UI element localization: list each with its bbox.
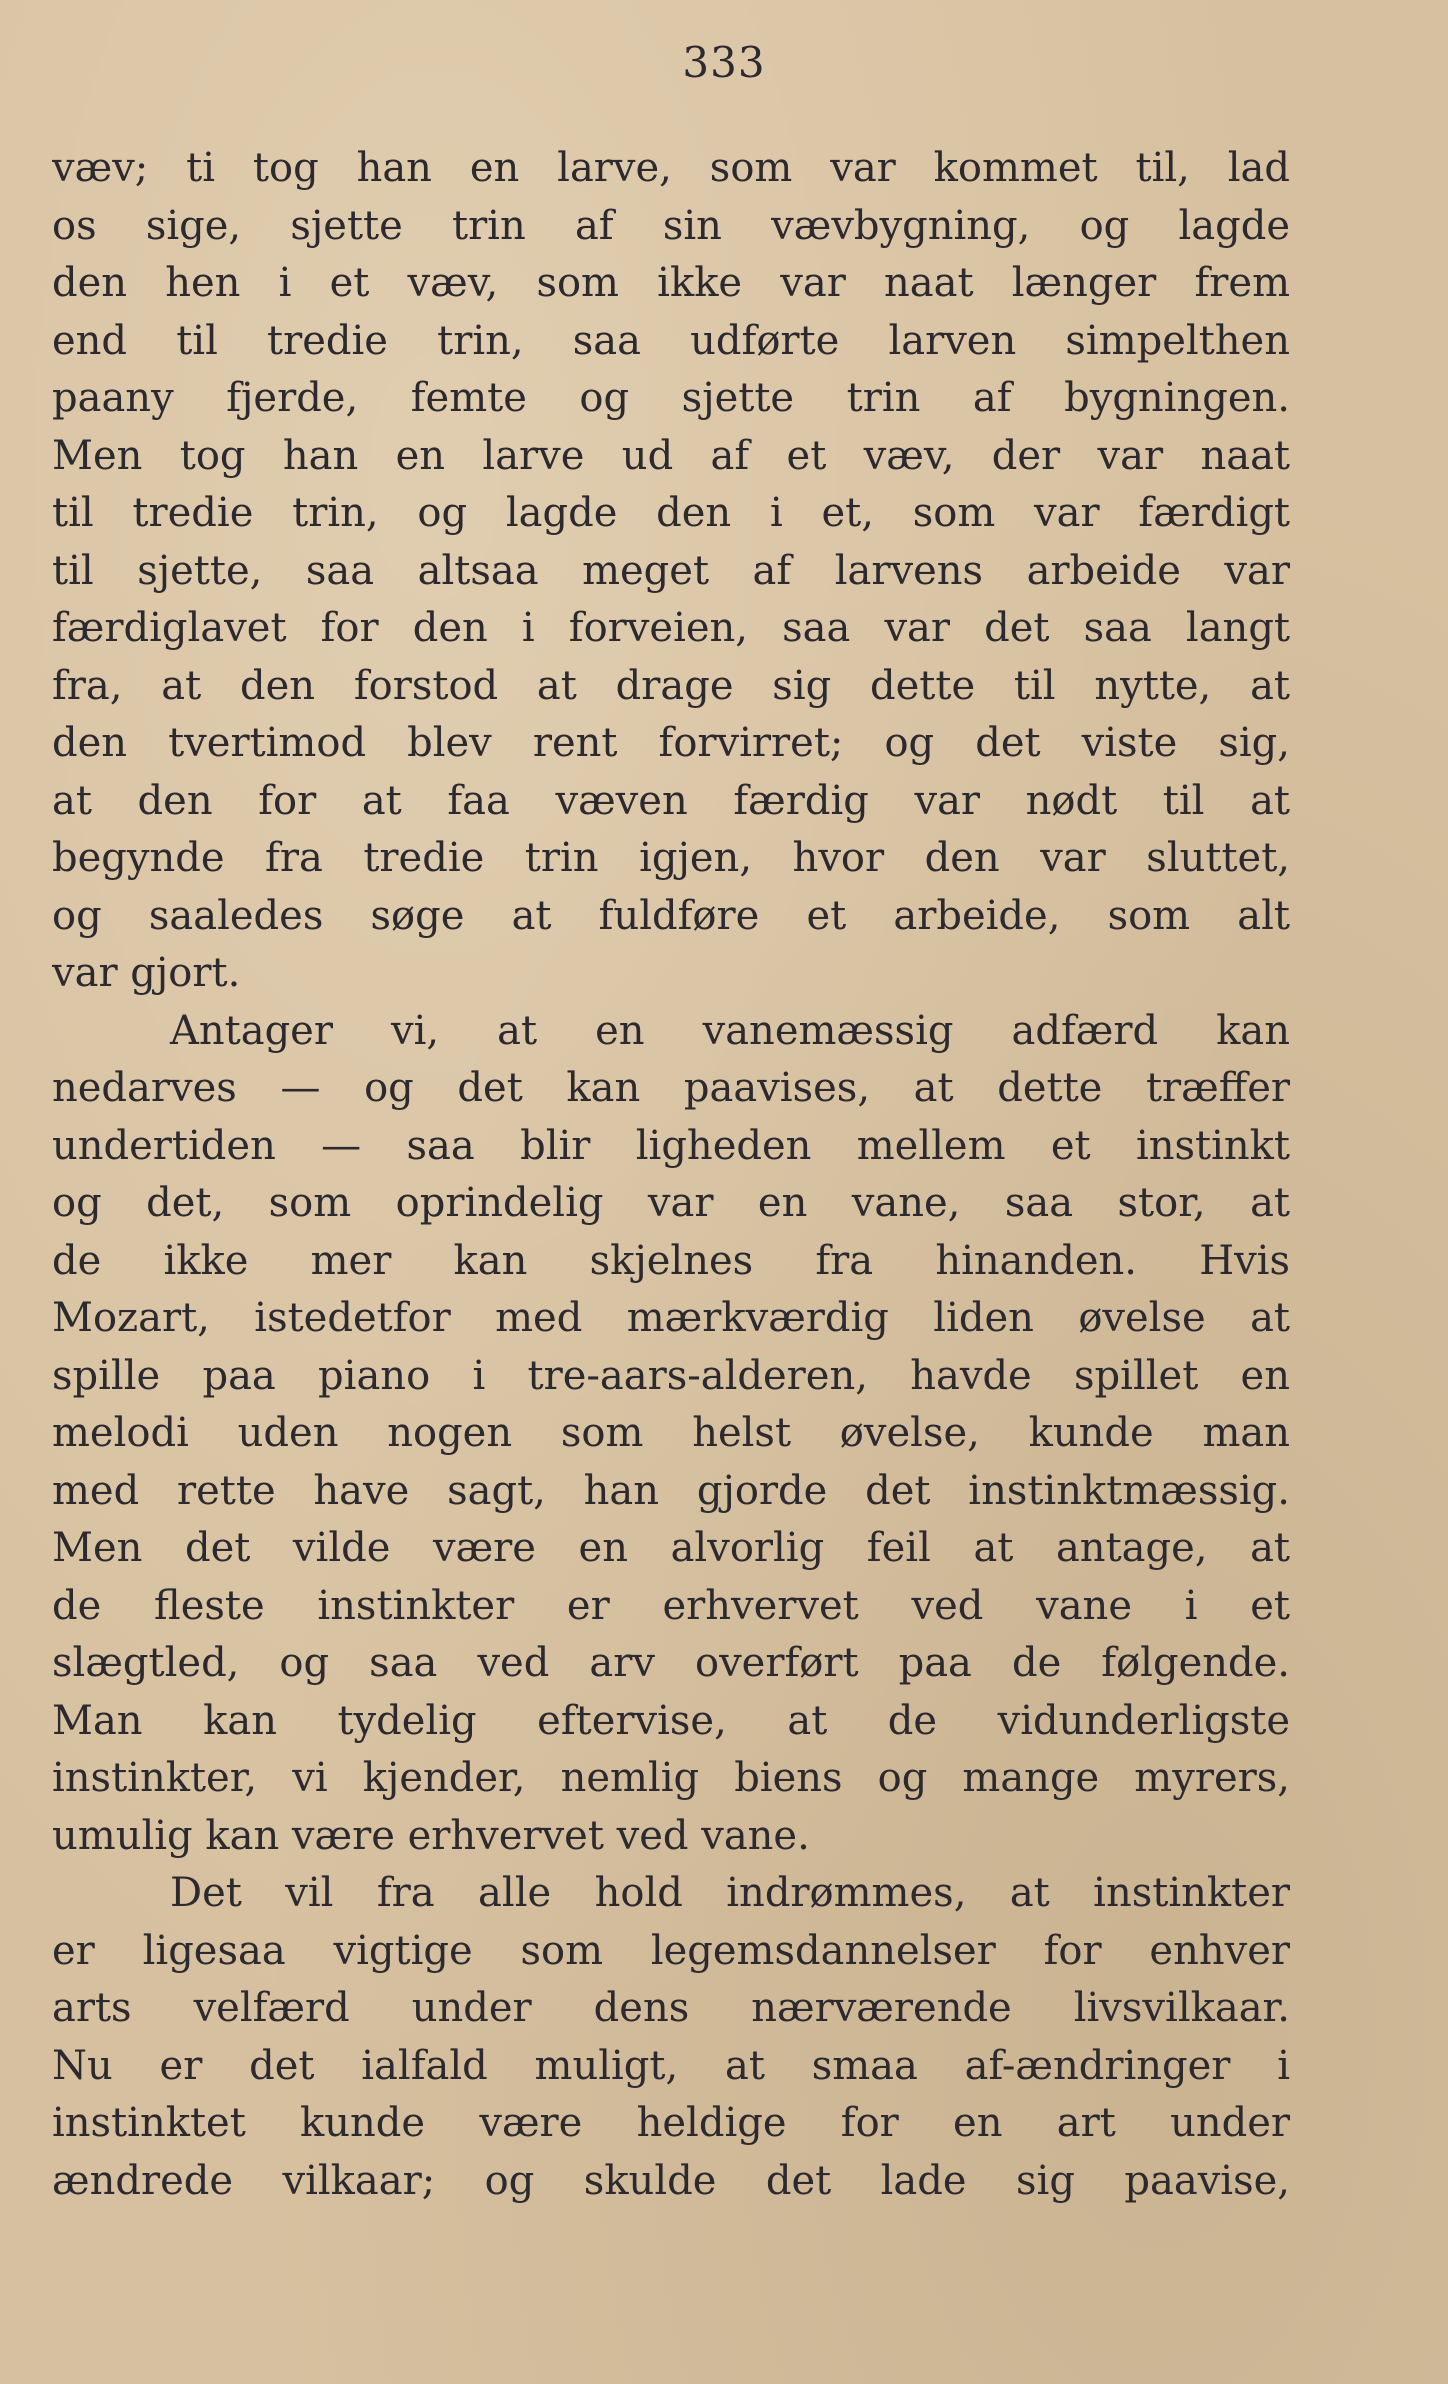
text-line: end til tredie trin, saa udførte larven simpelthen [52, 317, 1290, 364]
text-line: instinkter, vi kjender, nemlig biens og mange myrers, [52, 1755, 1290, 1801]
text-line: til sjette, saa altsaa meget af larvens arbeide var [52, 547, 1290, 594]
text-line: instinktet kunde være heldige for en art under [52, 2100, 1290, 2146]
text-line: Det vil fra alle hold indrømmes, at instinkter [170, 1870, 1290, 1916]
text-line: Men tog han en larve ud af et væv, der var naat [52, 432, 1290, 479]
text-line: var gjort. [52, 950, 241, 996]
text-line: Man kan tydelig eftervise, at de vidunderligste [52, 1697, 1290, 1744]
text-line: undertiden — saa blir ligheden mellem et instinkt [52, 1122, 1290, 1169]
text-line: til tredie trin, og lagde den i et, som var færdigt [52, 490, 1290, 536]
text-line: færdiglavet for den i forveien, saa var det saa langt [52, 605, 1290, 651]
body-text [52, 140, 1290, 2210]
text-line: ændrede vilkaar; og skulde det lade sig paavise, [52, 2157, 1290, 2204]
text-line: og det, som oprindelig var en vane, saa stor, at [52, 1180, 1290, 1226]
text-line: begynde fra tredie trin igjen, hvor den var sluttet, [52, 835, 1290, 881]
text-line: de fleste instinkter er erhvervet ved vane i et [52, 1582, 1290, 1629]
text-line: Nu er det ialfald muligt, at smaa af-ændringer i [52, 2042, 1290, 2089]
text-line: Men det vilde være en alvorlig feil at antage, at [52, 1525, 1290, 1571]
text-line: Mozart, istedetfor med mærkværdig liden øvelse at [52, 1295, 1290, 1341]
text-line: paany fjerde, femte og sjette trin af bygningen. [52, 375, 1290, 421]
text-line: den tvertimod blev rent forvirret; og det viste sig, [52, 720, 1290, 766]
text-line: umulig kan være erhvervet ved vane. [52, 1812, 810, 1859]
text-line: arts velfærd under dens nærværende livsvilkaar. [52, 1985, 1290, 2031]
text-line: fra, at den forstod at drage sig dette til nytte, at [52, 662, 1290, 709]
page-number: 333 [682, 38, 766, 87]
text-line: og saaledes søge at fuldføre et arbeide, som alt [52, 892, 1290, 939]
text-line: nedarves — og det kan paavises, at dette træffer [52, 1065, 1290, 1111]
text-line: med rette have sagt, han gjorde det instinktmæssig. [52, 1467, 1290, 1514]
text-line: de ikke mer kan skjelnes fra hinanden. Hvis [52, 1237, 1290, 1284]
text-line: Antager vi, at en vanemæssig adfærd kan [170, 1007, 1290, 1054]
text-line: den hen i et væv, som ikke var naat længer frem [52, 260, 1290, 306]
text-line: at den for at faa væven færdig var nødt til at [52, 777, 1290, 824]
text-line: slægtled, og saa ved arv overført paa de følgende. [52, 1640, 1290, 1686]
text-line: er ligesaa vigtige som legemsdannelser for enhver [52, 1927, 1290, 1974]
text-line: os sige, sjette trin af sin vævbygning, og lagde [52, 202, 1290, 249]
text-line: væv; ti tog han en larve, som var kommet til, lad [52, 145, 1290, 191]
text-line: spille paa piano i tre-aars-alderen, havde spillet en [52, 1352, 1290, 1399]
text-line: melodi uden nogen som helst øvelse, kunde man [52, 1410, 1290, 1456]
